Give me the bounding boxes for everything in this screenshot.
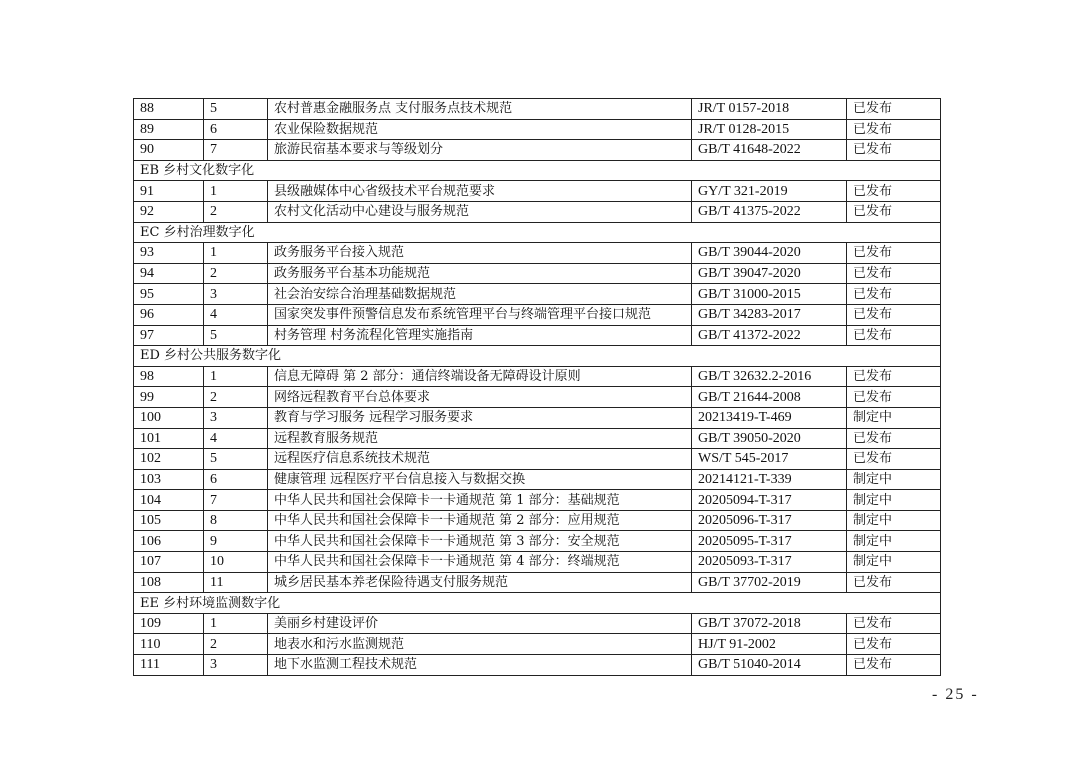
standard-name: 远程教育服务规范 bbox=[268, 428, 692, 449]
standard-name: 信息无障碍 第 2 部分：通信终端设备无障碍设计原则 bbox=[268, 366, 692, 387]
sub-number: 7 bbox=[204, 490, 268, 511]
standard-name: 旅游民宿基本要求与等级划分 bbox=[268, 140, 692, 161]
table-row bbox=[134, 407, 941, 428]
standard-status: 已发布 bbox=[847, 284, 941, 305]
sub-number: 6 bbox=[204, 119, 268, 140]
standard-code: GB/T 41375-2022 bbox=[692, 201, 847, 222]
standard-status: 已发布 bbox=[847, 99, 941, 120]
table-row bbox=[134, 263, 941, 284]
standard-status: 已发布 bbox=[847, 634, 941, 655]
standard-status: 已发布 bbox=[847, 655, 941, 676]
section-row bbox=[134, 222, 941, 243]
standard-name: 中华人民共和国社会保障卡一卡通规范 第 1 部分：基础规范 bbox=[268, 490, 692, 511]
standard-name: 政务服务平台接入规范 bbox=[268, 243, 692, 264]
table-row bbox=[134, 510, 941, 531]
table-row bbox=[134, 655, 941, 676]
standard-status: 已发布 bbox=[847, 387, 941, 408]
section-row bbox=[134, 593, 941, 614]
sub-number: 1 bbox=[204, 613, 268, 634]
table-row bbox=[134, 531, 941, 552]
row-number: 96 bbox=[134, 304, 204, 325]
standard-status: 已发布 bbox=[847, 181, 941, 202]
row-number: 102 bbox=[134, 449, 204, 470]
standard-code: 20205096-T-317 bbox=[692, 510, 847, 531]
table-row bbox=[134, 284, 941, 305]
standard-name: 美丽乡村建设评价 bbox=[268, 613, 692, 634]
standard-name: 中华人民共和国社会保障卡一卡通规范 第 4 部分：终端规范 bbox=[268, 552, 692, 573]
standard-code: GB/T 32632.2-2016 bbox=[692, 366, 847, 387]
table-row bbox=[134, 99, 941, 120]
row-number: 88 bbox=[134, 99, 204, 120]
standard-status: 已发布 bbox=[847, 428, 941, 449]
standard-code: GB/T 37072-2018 bbox=[692, 613, 847, 634]
sub-number: 5 bbox=[204, 325, 268, 346]
row-number: 105 bbox=[134, 510, 204, 531]
row-number: 103 bbox=[134, 469, 204, 490]
sub-number: 3 bbox=[204, 284, 268, 305]
standard-code: GB/T 39047-2020 bbox=[692, 263, 847, 284]
sub-number: 8 bbox=[204, 510, 268, 531]
standards-table bbox=[133, 98, 941, 676]
standard-code: JR/T 0157-2018 bbox=[692, 99, 847, 120]
sub-number: 1 bbox=[204, 243, 268, 264]
standard-name: 村务管理 村务流程化管理实施指南 bbox=[268, 325, 692, 346]
standard-code: GB/T 34283-2017 bbox=[692, 304, 847, 325]
table-row bbox=[134, 490, 941, 511]
standard-status: 制定中 bbox=[847, 531, 941, 552]
row-number: 101 bbox=[134, 428, 204, 449]
standard-status: 制定中 bbox=[847, 490, 941, 511]
standard-name: 远程医疗信息系统技术规范 bbox=[268, 449, 692, 470]
row-number: 104 bbox=[134, 490, 204, 511]
row-number: 91 bbox=[134, 181, 204, 202]
standard-status: 已发布 bbox=[847, 449, 941, 470]
row-number: 108 bbox=[134, 572, 204, 593]
standard-code: GB/T 31000-2015 bbox=[692, 284, 847, 305]
sub-number: 5 bbox=[204, 99, 268, 120]
standard-status: 已发布 bbox=[847, 201, 941, 222]
row-number: 95 bbox=[134, 284, 204, 305]
section-label: EC 乡村治理数字化 bbox=[134, 222, 941, 243]
standard-status: 已发布 bbox=[847, 325, 941, 346]
standard-status: 已发布 bbox=[847, 119, 941, 140]
standard-status: 制定中 bbox=[847, 510, 941, 531]
row-number: 94 bbox=[134, 263, 204, 284]
sub-number: 2 bbox=[204, 634, 268, 655]
standard-code: GY/T 321-2019 bbox=[692, 181, 847, 202]
row-number: 111 bbox=[134, 655, 204, 676]
standard-status: 已发布 bbox=[847, 613, 941, 634]
standard-name: 地下水监测工程技术规范 bbox=[268, 655, 692, 676]
standard-code: GB/T 41372-2022 bbox=[692, 325, 847, 346]
standard-name: 社会治安综合治理基础数据规范 bbox=[268, 284, 692, 305]
standard-code: 20214121-T-339 bbox=[692, 469, 847, 490]
standard-status: 已发布 bbox=[847, 140, 941, 161]
table-row bbox=[134, 325, 941, 346]
sub-number: 11 bbox=[204, 572, 268, 593]
section-label: EB 乡村文化数字化 bbox=[134, 160, 941, 181]
standard-name: 政务服务平台基本功能规范 bbox=[268, 263, 692, 284]
standard-status: 已发布 bbox=[847, 304, 941, 325]
sub-number: 3 bbox=[204, 655, 268, 676]
sub-number: 1 bbox=[204, 366, 268, 387]
table-row bbox=[134, 119, 941, 140]
standard-name: 中华人民共和国社会保障卡一卡通规范 第 3 部分：安全规范 bbox=[268, 531, 692, 552]
section-row bbox=[134, 160, 941, 181]
standards-table-container bbox=[133, 98, 940, 676]
sub-number: 6 bbox=[204, 469, 268, 490]
standard-name: 健康管理 远程医疗平台信息接入与数据交换 bbox=[268, 469, 692, 490]
standard-name: 教育与学习服务 远程学习服务要求 bbox=[268, 407, 692, 428]
row-number: 89 bbox=[134, 119, 204, 140]
standard-status: 制定中 bbox=[847, 552, 941, 573]
row-number: 98 bbox=[134, 366, 204, 387]
standard-status: 制定中 bbox=[847, 407, 941, 428]
sub-number: 5 bbox=[204, 449, 268, 470]
sub-number: 1 bbox=[204, 181, 268, 202]
row-number: 107 bbox=[134, 552, 204, 573]
table-row bbox=[134, 181, 941, 202]
standard-name: 城乡居民基本养老保险待遇支付服务规范 bbox=[268, 572, 692, 593]
table-row bbox=[134, 304, 941, 325]
standard-name: 地表水和污水监测规范 bbox=[268, 634, 692, 655]
standard-code: JR/T 0128-2015 bbox=[692, 119, 847, 140]
sub-number: 4 bbox=[204, 304, 268, 325]
standards-table-body bbox=[134, 99, 941, 676]
section-row bbox=[134, 346, 941, 367]
row-number: 92 bbox=[134, 201, 204, 222]
standard-code: HJ/T 91-2002 bbox=[692, 634, 847, 655]
standard-code: 20213419-T-469 bbox=[692, 407, 847, 428]
standard-code: GB/T 39044-2020 bbox=[692, 243, 847, 264]
standard-code: GB/T 39050-2020 bbox=[692, 428, 847, 449]
sub-number: 4 bbox=[204, 428, 268, 449]
sub-number: 3 bbox=[204, 407, 268, 428]
table-row bbox=[134, 201, 941, 222]
table-row bbox=[134, 613, 941, 634]
sub-number: 2 bbox=[204, 201, 268, 222]
table-row bbox=[134, 428, 941, 449]
sub-number: 10 bbox=[204, 552, 268, 573]
standard-code: 20205095-T-317 bbox=[692, 531, 847, 552]
sub-number: 2 bbox=[204, 263, 268, 284]
table-row bbox=[134, 140, 941, 161]
standard-name: 国家突发事件预警信息发布系统管理平台与终端管理平台接口规范 bbox=[268, 304, 692, 325]
standard-code: GB/T 21644-2008 bbox=[692, 387, 847, 408]
standard-name: 农村文化活动中心建设与服务规范 bbox=[268, 201, 692, 222]
table-row bbox=[134, 552, 941, 573]
sub-number: 2 bbox=[204, 387, 268, 408]
page-number: - 25 - bbox=[932, 686, 979, 703]
standard-status: 制定中 bbox=[847, 469, 941, 490]
standard-status: 已发布 bbox=[847, 572, 941, 593]
standard-status: 已发布 bbox=[847, 243, 941, 264]
standard-name: 县级融媒体中心省级技术平台规范要求 bbox=[268, 181, 692, 202]
row-number: 93 bbox=[134, 243, 204, 264]
standard-name: 中华人民共和国社会保障卡一卡通规范 第 2 部分：应用规范 bbox=[268, 510, 692, 531]
row-number: 90 bbox=[134, 140, 204, 161]
row-number: 97 bbox=[134, 325, 204, 346]
standard-name: 农业保险数据规范 bbox=[268, 119, 692, 140]
table-row bbox=[134, 387, 941, 408]
standard-code: GB/T 37702-2019 bbox=[692, 572, 847, 593]
table-row bbox=[134, 572, 941, 593]
row-number: 110 bbox=[134, 634, 204, 655]
sub-number: 7 bbox=[204, 140, 268, 161]
table-row bbox=[134, 243, 941, 264]
row-number: 109 bbox=[134, 613, 204, 634]
row-number: 106 bbox=[134, 531, 204, 552]
standard-code: GB/T 41648-2022 bbox=[692, 140, 847, 161]
table-row bbox=[134, 469, 941, 490]
standard-name: 网络远程教育平台总体要求 bbox=[268, 387, 692, 408]
standard-code: GB/T 51040-2014 bbox=[692, 655, 847, 676]
table-row bbox=[134, 449, 941, 470]
row-number: 100 bbox=[134, 407, 204, 428]
row-number: 99 bbox=[134, 387, 204, 408]
standard-code: 20205094-T-317 bbox=[692, 490, 847, 511]
table-row bbox=[134, 366, 941, 387]
standard-name: 农村普惠金融服务点 支付服务点技术规范 bbox=[268, 99, 692, 120]
standard-status: 已发布 bbox=[847, 366, 941, 387]
section-label: EE 乡村环境监测数字化 bbox=[134, 593, 941, 614]
standard-code: 20205093-T-317 bbox=[692, 552, 847, 573]
table-row bbox=[134, 634, 941, 655]
section-label: ED 乡村公共服务数字化 bbox=[134, 346, 941, 367]
sub-number: 9 bbox=[204, 531, 268, 552]
standard-status: 已发布 bbox=[847, 263, 941, 284]
standard-code: WS/T 545-2017 bbox=[692, 449, 847, 470]
